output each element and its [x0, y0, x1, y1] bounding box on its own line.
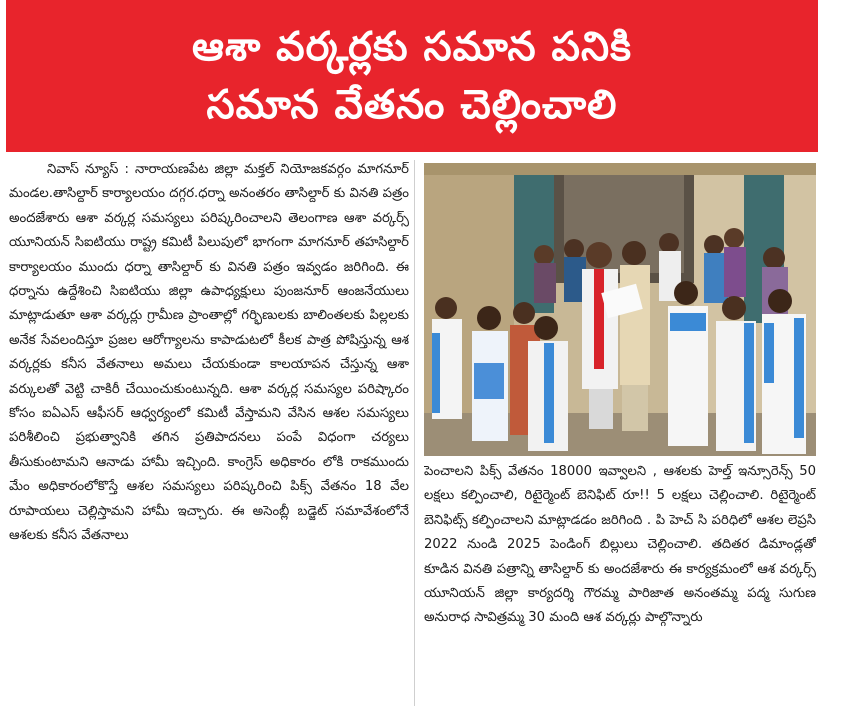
article-paragraph: నివాస్ న్యూస్ : నారాయణపేట జిల్లా మక్తల్ నియోజకవర్గం మాగనూర్ మండల.తాసిల్దార్ కార్యాలయం దగ్గర.ధర్నా అనంతరం తాసిల్దార్ కు వినతి పత్రం అందజేశారు ఆశా వర్కర్ల సమస్యలు పరిష్కరించాలని తెలంగాణ ఆశా వర్కర్స్ యూనియన్ సిఐటియు రాష్ట్ర కమిటీ పిలుపులో భాగంగా మాగనూర్ తహసిల్దార్ కార్యాలయం ముందు ధర్నా తాసిల్దార్ కు వినతి పత్రం ఇవ్వడం జరిగింది. ఈ ధర్నాను ఉద్దేశించి సిఐటియు జిల్లా ఉపాధ్యక్షులు పుంజనూర్ ఆంజనేయులు మాట్లాడుతూ ఆశా వర్కర్లు గ్రామీణ ప్రాంతాల్లో గర్భిణులకు బాలింతలకు పిల్లలకు అనేక సేవలందిస్తూ ప్రజల ఆరోగ్యాలను కాపాడుటలో కీలక పాత్ర పోషిస్తున్న ఆశ వర్కర్లకు కనీస వేతనాలు అమలు చేయకుండా కాలయాపన చేస్తున్న ఆశా వర్కులతో వెట్టి చాకిరీ చేయించుకుంటున్నది. ఆశా వర్కర్ల సమస్యల పరిష్కారం కోసం ఐఏఎస్ ఆఫీసర్ ఆధ్వర్యంలో కమిటీ వేస్తామని వేసిన ఆశల సమస్యలు పరిశీలించి ప్రభుత్వానికి తగిన ప్రతిపాదనలు పంపే విధంగా చర్యలు తీసుకుంటామని ఆనాడు హామీ ఇచ్చింది. కాంగ్రెస్ అధికారం లోకి రాకముందు మేం అధికారంలోకొస్తే ఆశల సమస్యలు పరిష్కరించి పిక్స్ వేతనం 18 వేల రూపాయలు చెల్లిస్తామని హామీ ఇచ్చారు. ఈ అసెంబ్లీ బడ్జెట్ సమావేశంలోనే ఆశలకు కనీస వేతనాలు: [9, 162, 409, 544]
protest-photo-illustration: [424, 163, 816, 456]
protest-photo: [424, 163, 816, 456]
headline-line-1: ఆశా వర్కర్లకు సమాన పనికి: [192, 24, 632, 70]
article-left-column: [9, 158, 409, 706]
article-paragraph: పెంచాలని పిక్స్ వేతనం 18000 ఇవ్వాలని , ఆశలకు హెల్త్ ఇన్సూరెన్స్ 50 లక్షలు కల్పించాలి, రిటైర్మెంట్ బెనిఫిట్ రూ!! 5 లక్షలు చెల్లించాలి. రిటైర్మెంట్ బెనిఫిట్స్ కల్పించాలని మాట్లాడడం జరిగింది . పి హెచ్ సి పరిధిలో ఆశల లెప్రసి 2022 నుండి 2025 పెండింగ్ బిల్లులు చెల్లించాలి. తదితర డిమాండ్లతో కూడిన వినతి పత్రాన్ని తాసిల్దార్ కు అందజేశారు ఈ కార్యక్రమంలో ఆశ వర్కర్స్ యూనియన్ జిల్లా కార్యదర్శి గౌరమ్మ పారిజాత అనంతమ్మ పద్మ సుగుణ అనురాధ సావిత్రమ్మ 30 మంది ఆశ వర్కర్లు పాల్గొన్నారు: [424, 464, 816, 626]
headline-line-2: సమాన వేతనం చెల్లించాలి: [206, 82, 618, 128]
headline-banner: [6, 0, 818, 152]
article-right-column: [424, 460, 816, 706]
column-divider: [414, 160, 415, 706]
